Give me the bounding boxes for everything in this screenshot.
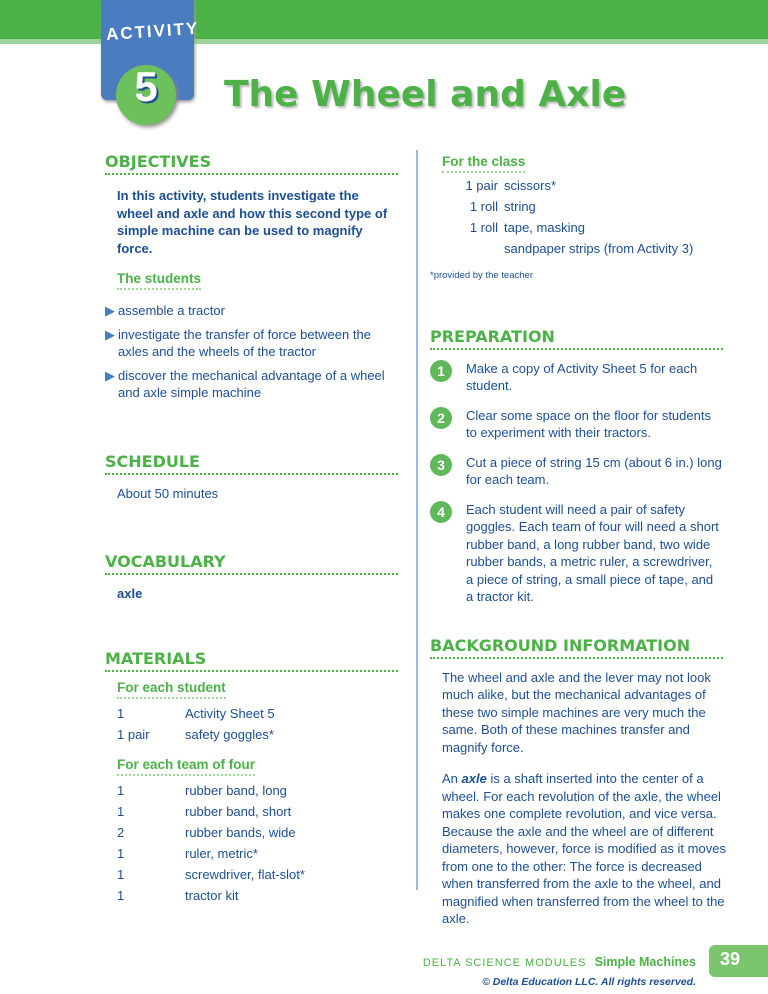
step-number-3: 3 [430,454,452,476]
list-item: ▶ discover the mechanical advantage of a wheel and axle simple machine [105,367,385,400]
list-item: 1 Activity Sheet 5 [117,705,275,721]
step-text: Clear some space on the floor for students to experiment with their tractors. [466,407,711,440]
teacher-note: *provided by the teacher [430,270,533,281]
column-divider [416,150,418,890]
list-item: 1 rubber band, long [117,782,287,798]
footer-series: DELTA SCIENCE MODULES Simple Machines [422,955,696,969]
objectives-intro: In this activity, students investigate the wheel and axle and how this second type of simple machine can be used to magnify force. [117,188,388,256]
background-paragraph: An axle is a shaft inserted into the center of a wheel. For each revolution of the axle, the wheel makes one complete revolution, and vice versa. Because the axle and the wheel are of different diameters, however, force is modified as it moves from one to the other: The force is decreased when transferred from the axle to the wheel, and magnified when transferred from the wheel to the axle. [442,771,726,926]
vocabulary-term: axle [117,586,143,601]
list-item: 2 rubber bands, wide [117,824,296,840]
step [430,360,723,395]
left-column [105,152,398,906]
preparation-heading: PREPARATION [430,327,723,350]
objectives-list [105,302,398,402]
list-item: ▶ investigate the transfer of force between the axles and the wheels of the tractor [105,326,371,359]
triangle-bullet-icon: ▶ [105,303,115,318]
step [430,501,723,606]
term-axle: axle [461,771,487,786]
list-item: ▶ assemble a tractor [105,303,225,318]
each-student-heading: For each student [117,680,226,699]
page-title: The Wheel and Axle [224,74,627,115]
step [430,407,723,442]
for-class-heading: For the class [442,154,525,173]
list-item: 1 tractor kit [117,887,239,903]
background-heading: BACKGROUND INFORMATION [430,636,723,659]
activity-label: ACTIVITY [105,18,200,45]
each-team-heading: For each team of four [117,757,255,776]
triangle-bullet-icon: ▶ [105,326,115,342]
each-team-list [117,780,398,906]
materials-heading: MATERIALS [105,649,398,672]
students-heading: The students [117,271,201,290]
list-item: 1 roll string [469,199,536,214]
activity-number: 5 [134,63,158,110]
step-text: Each student will need a pair of safety goggles. Each team of four will need a short rubber band, a long rubber band, two wide rubber bands, a metric ruler, a screwdriver, a piece of string, a small piece of tape, and a tractor kit. [466,501,719,604]
preparation-steps [430,360,723,606]
vocabulary-heading: VOCABULARY [105,552,398,575]
list-item: 1 pair scissors* [465,178,557,193]
for-class-list [450,175,723,259]
right-column [430,154,726,928]
each-student-list [117,703,398,745]
footer-module: Simple Machines [594,955,696,969]
list-item: 1 pair safety goggles* [117,726,274,742]
page-number: 39 [709,945,768,977]
step-number-4: 4 [430,501,452,523]
list-item: 1 roll tape, masking [469,220,585,235]
list-item: 1 rubber band, short [117,803,292,819]
step-number-1: 1 [430,360,452,382]
schedule-text: About 50 minutes [117,485,219,501]
triangle-bullet-icon: ▶ [105,367,115,383]
copyright: © Delta Education LLC. All rights reserved. [482,976,696,988]
step-text: Make a copy of Activity Sheet 5 for each student. [466,360,698,393]
step-text: Cut a piece of string 15 cm (about 6 in.) long for each team. [466,454,722,487]
background-paragraph: The wheel and axle and the lever may not look much alike, but the mechanical advantages of these two simple machines are very much the same. Both of these machines transfer and magnify force. [442,669,711,755]
objectives-heading: OBJECTIVES [105,152,398,175]
list-item: 1 screwdriver, flat-slot* [117,866,305,882]
schedule-heading: SCHEDULE [105,452,398,475]
list-item: sandpaper strips (from Activity 3) [504,241,694,256]
list-item: 1 ruler, metric* [117,845,258,861]
step [430,454,723,489]
step-number-2: 2 [430,407,452,429]
